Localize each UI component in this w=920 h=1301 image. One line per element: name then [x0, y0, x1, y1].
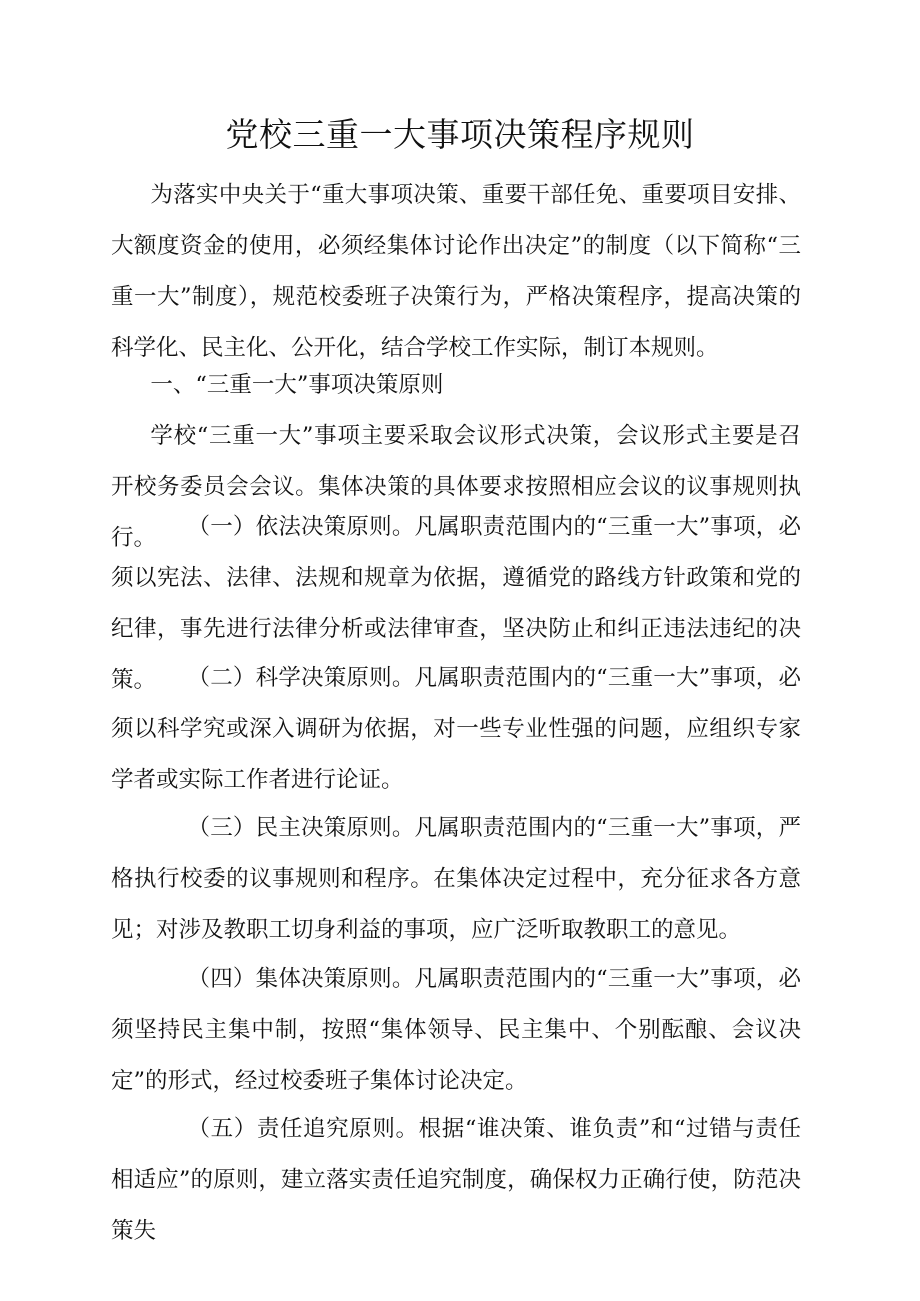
principle-paragraph-5: （五）责任追究原则。根据“谁决策、谁负责”和“过错与责任相适应”的原则，建立落实责任追究制度，确保权力正确行使，防范决策失 — [111, 1116, 801, 1244]
principle-paragraph-2: （二）科学决策原则。凡属职责范围内的“三重一大”事项，必须以科学究或深入调研为依据，对一些专业性强的问题，应组织专家学者或实际工作者进行论证。 — [111, 665, 801, 793]
principle-paragraph-4: （四）集体决策原则。凡属职责范围内的“三重一大”事项，必须坚持民主集中制，按照“集体领导、民主集中、个别酝酿、会议决定”的形式，经过校委班子集体讨论决定。 — [111, 966, 801, 1094]
intro-paragraph: 为落实中央关于“重大事项决策、重要干部任免、重要项目安排、大额度资金的使用，必须经集体讨论作出决定”的制度（以下简称“三重一大”制度），规范校委班子决策行为，严格决策程序，提高决策的科学化、民主化、公开化，结合学校工作实际，制订本规则。 — [111, 182, 801, 361]
section-paragraph: 学校“三重一大”事项主要采取会议形式决策，会议形式主要是召开校务委员会会议。集体决策的具体要求按照相应会议的议事规则执行。 — [111, 423, 801, 551]
document-title: 党校三重一大事项决策程序规则 — [225, 115, 695, 154]
principle-paragraph-3: （三）民主决策原则。凡属职责范围内的“三重一大”事项，严格执行校委的议事规则和程序。在集体决定过程中，充分征求各方意见；对涉及教职工切身利益的事项，应广泛听取教职工的意见。 — [111, 815, 801, 943]
section-heading: 一、“三重一大”事项决策原则 — [150, 372, 444, 398]
principle-paragraph-1: （一）依法决策原则。凡属职责范围内的“三重一大”事项，必须以宪法、法律、法规和规章为依据，遵循党的路线方针政策和党的纪律，事先进行法律分析或法律审查，坚决防止和纠正违法违纪的决策。 — [111, 514, 801, 693]
